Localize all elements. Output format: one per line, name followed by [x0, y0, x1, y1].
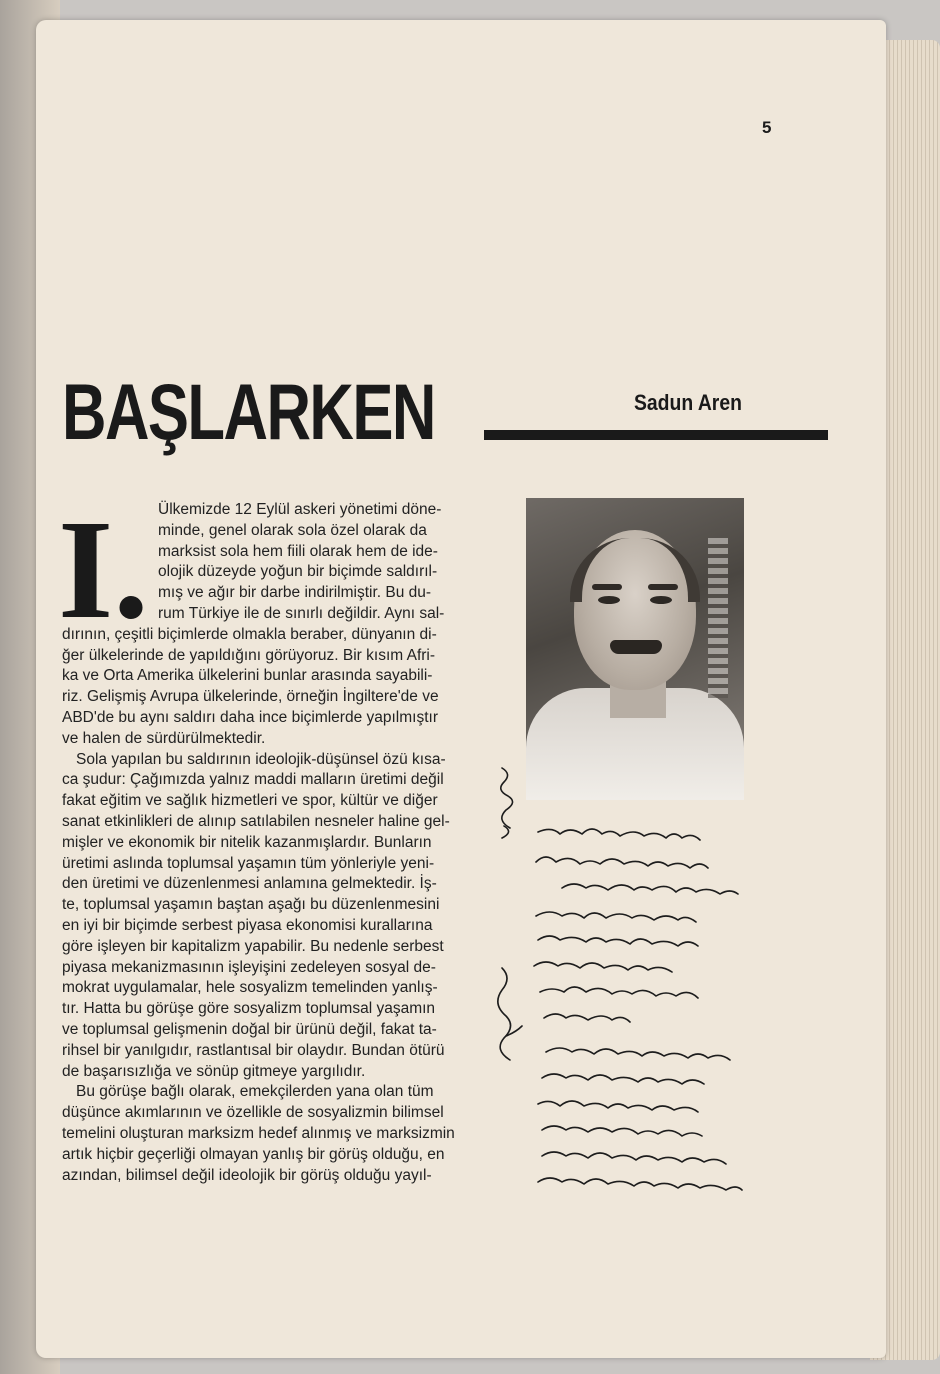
article-line: ve halen de sürdürülmektedir.	[62, 729, 266, 747]
article-line: marksist sola hem fiili olarak hem de ide-	[158, 542, 438, 560]
article-line: Bu görüşe bağlı olarak, emekçilerden yana olan tüm	[76, 1083, 434, 1101]
article-line: ca şudur: Çağımızda yalnız maddi malların üretimi değil	[62, 771, 444, 789]
article-line: rihsel bir yanılgıdır, rastlantısal bir olaydır. Bundan ötürü	[62, 1041, 445, 1059]
article-line: dırının, çeşitli biçimlerde olmakla beraber, dünyanın di-	[62, 625, 437, 643]
article-line: olojik düzeyde yoğun bir biçimde saldırıl-	[158, 563, 438, 581]
article-line: düşünce akımlarının ve özellikle de sosyalizmin bilimsel	[62, 1104, 444, 1122]
article-line: te, toplumsal yaşamın baştan aşağı bu düzenlenmesini	[62, 896, 440, 914]
article-line: den üretimi ve düzenlenmesi anlamına gelmektedir. İş-	[62, 875, 437, 893]
page-number: 5	[762, 118, 772, 137]
article-line: ka ve Orta Amerika ülkelerini bunlar arasında sayabili-	[62, 667, 433, 685]
article-line: mişler ve ekonomik bir nitelik kazanmışlardır. Bunların	[62, 833, 432, 851]
article-line: fakat eğitim ve sağlık hizmetleri ve spor, kültür ve diğer	[62, 792, 438, 810]
article-line: azından, bilimsel değil ideolojik bir görüş olduğu yayıl-	[62, 1166, 432, 1184]
handwritten-annotations	[36, 20, 886, 1358]
article-line: temelini oluşturan marksizm hedef alınmış ve marksizmin	[62, 1125, 455, 1142]
article-title: BAŞLARKEN	[62, 367, 435, 456]
article-line: rum Türkiye ile de sınırlı değildir. Aynı sal-	[158, 605, 445, 622]
article-line: tır. Hatta bu görüşe göre sosyalizm toplumsal yaşamın	[62, 1000, 436, 1018]
article-line: de başarısızlığa ve sönüp gitmeye yargılıdır.	[62, 1062, 366, 1080]
article-line: riz. Gelişmiş Avrupa ülkelerinde, örneğin İngiltere'de ve	[62, 688, 439, 706]
article-line: mış ve ağır bir darbe indirilmiştir. Bu du-	[158, 584, 432, 602]
article-line: artık hiçbir geçerliği olmayan yanlış bir görüş olduğu, en	[62, 1145, 445, 1163]
article-line: Ülkemizde 12 Eylül askeri yönetimi döne-	[158, 501, 442, 518]
article-line: minde, genel olarak sola özel olarak da	[158, 521, 427, 539]
article-line: ABD'de bu aynı saldırı daha ince biçimlerde yapılmıştır	[62, 709, 438, 726]
article-line: üretimi aslında toplumsal yaşamın tüm yönleriyle yeni-	[62, 854, 435, 872]
section-numeral: I.	[58, 490, 149, 648]
article-line: ve toplumsal gelişmenin doğal bir ürünü değil, fakat ta-	[62, 1021, 437, 1038]
article-line: mokrat uygulamalar, hele sosyalizm temelinden yanlış-	[62, 979, 438, 997]
book-page	[36, 20, 886, 1358]
article-line: en iyi bir biçimde serbest piyasa ekonomisi kurallarına	[62, 917, 433, 934]
article-line: göre işleyen bir kapitalizm yapabilir. Bu nedenle serbest	[62, 937, 444, 955]
article-line: ğer ülkelerinde de yapıldığını görüyoruz. Bir kısım Afri-	[62, 646, 436, 664]
author-name: Sadun Aren	[634, 390, 742, 415]
article-line: piyasa mekanizmasının işleyişini zedeleyen sosyal de-	[62, 958, 436, 976]
article-line: sanat etkinlikleri de alınıp satılabilen nesneler haline gel-	[62, 813, 450, 830]
article-line: Sola yapılan bu saldırının ideolojik-düşünsel özü kısa-	[76, 750, 446, 768]
